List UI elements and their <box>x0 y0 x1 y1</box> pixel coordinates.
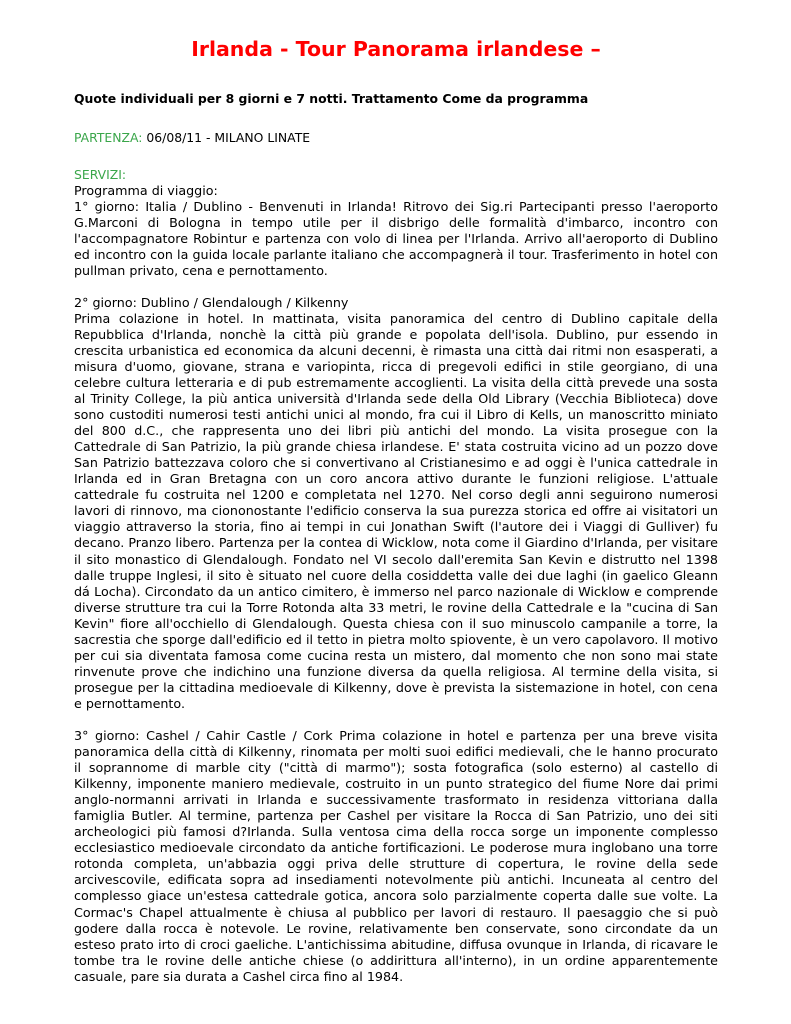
day-3-paragraph: 3° giorno: Cashel / Cahir Castle / Cork Prima colazione in hotel e partenza per una breve visita panoramica della città di Kilkenny, rinomata per molti suoi edifici medievali, che le hanno procurato il soprannome di marble city ("città di marmo"); sosta fotografica (solo esterno) al castello di Kilkenny, imponente maniero medievale, costruito in un punto strategico del fiume Nore dai primi anglo-normanni arrivati in Irlanda e successivamente trasformato in residenza vittoriana dalla famiglia Butler. Al termine, partenza per Cashel per visitare la Rocca di San Patrizio, uno dei siti archeologici più famosi d?Irlanda. Sulla ventosa cima della rocca sorge un imponente complesso ecclesiastico medioevale circondato da antiche fortificazioni. Le poderose mura inglobano una torre rotonda completa, un'abbazia oggi priva delle strutture di copertura, le rovine della sede arcivescovile, edificata sopra ad insediamenti notevolmente più antichi. Incuneata al centro del complesso giace un'estesa cattedrale gotica, ancora solo parzialmente coperta dalle sue volte. La Cormac's Chapel attualmente è chiusa al pubblico per lavori di restauro. Il paesaggio che si può godere dalla rocca è notevole. Le rovine, relativamente ben conservate, sono circondate da un esteso prato irto di croci gaeliche. L'antichissima abitudine, diffusa ovunque in Irlanda, di ricavare le tombe tra le rovine delle antiche chiese (o addirittura all'interno), in un ordine apparentemente casuale, pare sia durata a Cashel circa fino al 1984. <box>74 728 718 984</box>
day-2-block <box>74 295 718 712</box>
day-1-paragraph: 1° giorno: Italia / Dublino - Benvenuti in Irlanda! Ritrovo dei Sig.ri Partecipanti presso l'aeroporto G.Marconi di Bologna in tempo utile per il disbrigo delle formalità d'imbarco, incontro con l'accompagnatore Robintur e partenza con volo di linea per l'Irlanda. Arrivo all'aeroporto di Dublino ed incontro con la guida locale parlante italiano che accompagnerà il tour. Trasferimento in hotel con pullman privato, cena e pernottamento. <box>74 198 718 278</box>
departure-line <box>74 130 718 147</box>
program-label: Programma di viaggio: <box>74 182 218 198</box>
document-subtitle: Quote individuali per 8 giorni e 7 notti. Trattamento Come da programma <box>74 91 589 106</box>
departure-label: PARTENZA: <box>74 130 143 145</box>
departure-value: 06/08/11 - MILANO LINATE <box>142 130 311 145</box>
document-page <box>74 0 718 985</box>
day-2-paragraph: Prima colazione in hotel. In mattinata, visita panoramica del centro di Dublino capitale della Repubblica d'Irlanda, nonchè la città più grande e popolata dell'isola. Dublino, pur essendo in crescita urbanistica ed economica da alcuni decenni, è rimasta una città dai ritmi non esasperati, a misura d'uomo, giovane, strana e variopinta, ricca di pregevoli edifici in stile georgiano, di una celebre cultura letteraria e di pub estremamente accoglienti. La visita della città prevede una sosta al Trinity College, la più antica università d'Irlanda sede della Old Library (Vecchia Biblioteca) dove sono custoditi numerosi testi antichi unici al mondo, fra cui il Libro di Kells, un manoscritto miniato del 800 d.C., che rappresenta uno dei libri più antichi del mondo. La visita prosegue con la Cattedrale di San Patrizio, la più grande chiesa irlandese. E' stata costruita vicino ad un pozzo dove San Patrizio battezzava coloro che si convertivano al Cristianesimo e ad oggi è l'unica cattedrale in Irlanda ed in Gran Bretagna con un coro ancora attivo durante le funzioni religiose. L'attuale cattedrale fu costruita nel 1200 e completata nel 1270. Nel corso degli anni seguirono numerosi lavori di rinnovo, ma ciononostante l'edificio conserva la sua purezza storica ed offre ai visitatori un viaggio attraverso la storia, fino ai tempi in cui Jonathan Swift (l'autore dei i Viaggi di Gulliver) fu decano. Pranzo libero. Partenza per la contea di Wicklow, nota come il Giardino d'Irlanda, per visitare il sito monastico di Glendalough. Fondato nel VI secolo dall'eremita San Kevin e distrutto nel 1398 dalle truppe Inglesi, il sito è situato nel cuore della cosiddetta valle dei due laghi (in gaelico Gleann dá Locha). Circondato da un antico cimitero, è immerso nel parco nazionale di Wicklow e comprende diverse strutture tra cui la Torre Rotonda alta 33 metri, le rovine della Cattedrale e la "cucina di San Kevin" fiore all'occhiello di Glendalough. Questa chiesa con il suo minuscolo campanile a torre, la sacrestia che sporge dall'edificio ed il tetto in pietra molto spiovente, è un vero capolavoro. Il motivo per cui sia diventata famosa come cucina resta un mistero, dal momento che non sono mai state rinvenute prove che indichino una funzione diversa da quella religiosa. Al termine della visita, si prosegue per la cittadina medioevale di Kilkenny, dove è prevista la sistemazione in hotel, con cena e pernottamento. <box>74 310 718 711</box>
services-label: SERVIZI: <box>74 166 127 182</box>
document-title: Irlanda - Tour Panorama irlandese – <box>191 37 601 61</box>
day-2-heading: 2° giorno: Dublino / Glendalough / Kilkenny <box>74 294 349 310</box>
